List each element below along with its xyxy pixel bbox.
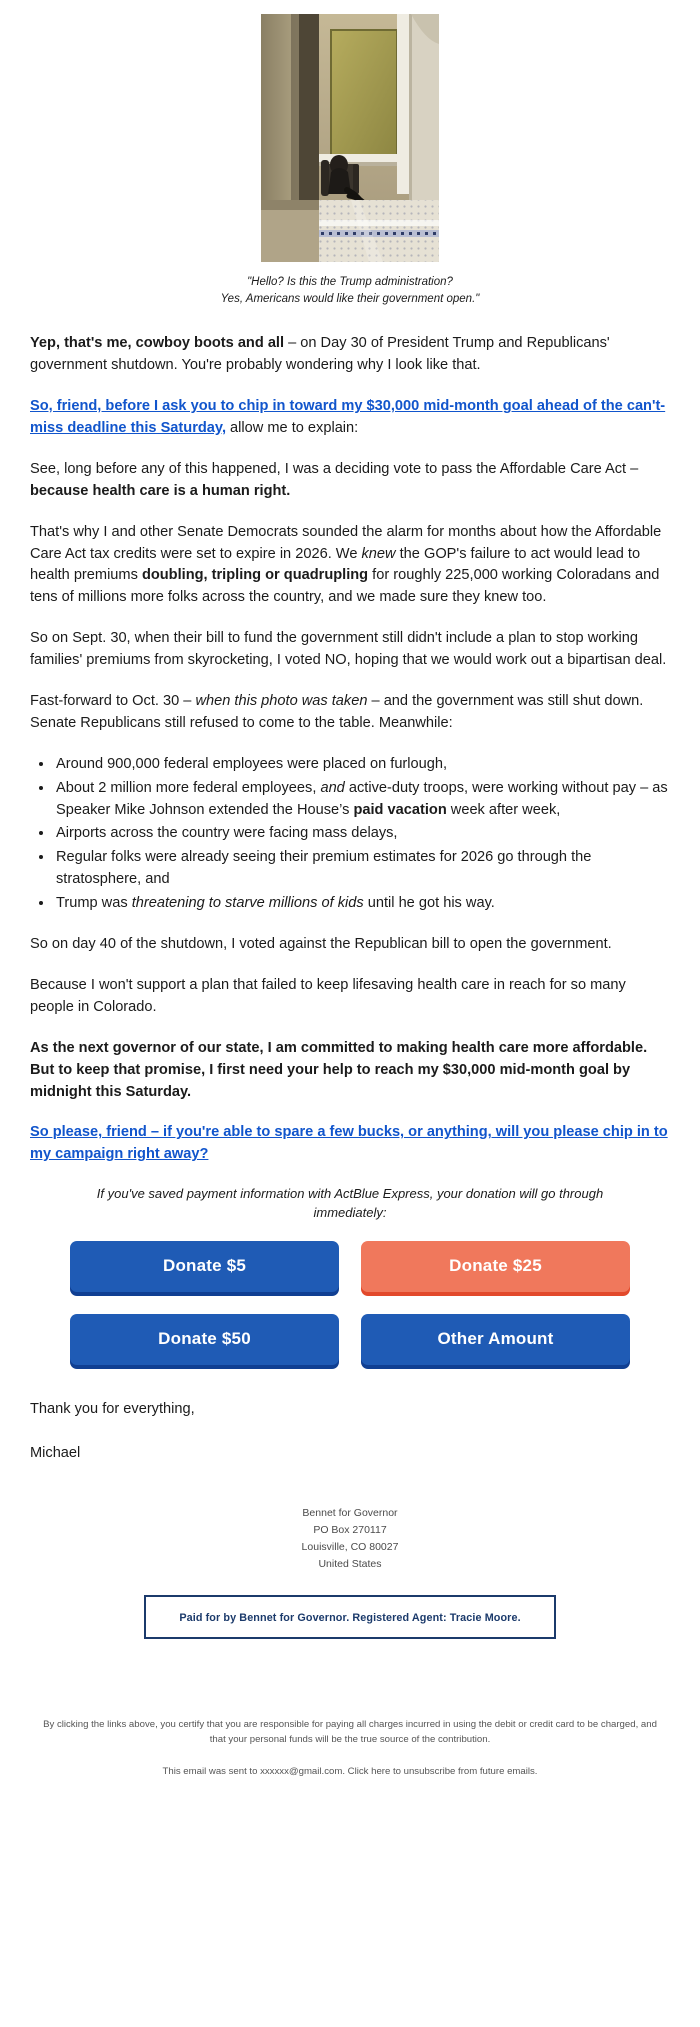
paid-for-text: Paid for by Bennet for Governor. Registered Agent: Tracie Moore. [179,1611,521,1624]
signoff-section [0,1399,700,1465]
donate-button-donate-5[interactable]: Donate $5 [70,1241,339,1292]
paragraph-aca-vote [30,459,670,503]
paragraph-ask-link [30,396,670,440]
chip-in-goal-link[interactable]: So, friend, before I ask you to chip in toward my $30,000 mid-month goal ahead of the can't-miss deadline this Saturday, [30,398,666,437]
chip-in-now-link[interactable]: So please, friend – if you're able to spare a few bucks, or anything, will you please chip in to my campaign right away? [30,1124,668,1163]
fine-print [35,1717,665,1780]
shutdown-impacts-list [30,754,670,915]
intro-rest: – on Day 30 of President Trump and Republicans' government shutdown. You're probably wondering why I look like that. [30,335,610,374]
capitol-hallway-photo [261,14,439,262]
address-line: Bennet for Governor [302,1506,398,1519]
aca-lead: See, long before any of this happened, I was a deciding vote to pass the Affordable Care Act – [30,460,639,477]
list-item [54,754,670,776]
fine-print-charges: By clicking the links above, you certify that you are responsible for paying all charges incurred in using the debit or credit card to be charged, and that your personal funds will be the true source of the contribution. [43,1718,657,1746]
paragraph-sept-30-vote: So on Sept. 30, when their bill to fund the government still didn't include a plan to stop working families' premiums from skyrocketing, I voted NO, hoping that we would work out a bipartisan deal. [30,630,667,669]
paragraph-intro [30,333,670,377]
donate-button-donate-25[interactable]: Donate $25 [361,1241,630,1292]
tax-credits-a: That's why I and other Senate Democrats sounded the alarm for months about how the Affordable Care Act tax credits were set to expire in 2026. We [30,523,662,562]
paragraph-oct-30 [30,691,670,735]
list-item-text: paid vacation [353,801,447,818]
oct-30-a: Fast-forward to Oct. 30 – [30,693,196,710]
list-item-text: until he got his way. [363,895,495,912]
intro-bold-lead: Yep, that's me, cowboy boots and all [30,335,285,352]
fine-print-unsubscribe[interactable]: This email was sent to xxxxxx@gmail.com. Click here to unsubscribe from future emails. [162,1765,538,1777]
list-item-text: and [320,779,345,796]
committee-address [0,1505,700,1573]
list-item-text: Regular folks were already seeing their premium estimates for 2026 go through the stratosphere, and [56,849,592,888]
list-item [54,847,670,891]
photo-illustration [261,14,439,262]
photo-caption [140,274,560,307]
list-item [54,893,670,915]
paid-for-disclaimer-box [144,1595,556,1639]
paragraph-final-ask [30,1122,670,1166]
photo-caption-line-2: Yes, Americans would like their government open." [220,292,480,305]
actblue-express-note: If you've saved payment information with ActBlue Express, your donation will go through immediately: [96,1186,604,1221]
list-item-text: active-duty troops, were working without pay – as Speaker Mike Johnson extended the House’s [56,779,668,818]
signoff-thanks: Thank you for everything, [30,1400,195,1417]
governor-pledge-bold: As the next governor of our state, I am committed to making health care more affordable. But to keep that promise, I first need your help to reach my $30,000 mid-month goal by midnight this Saturday. [30,1039,648,1100]
address-line: Louisville, CO 80027 [301,1540,399,1553]
list-item [54,823,670,845]
list-item-text: week after week, [446,801,561,818]
paragraph-day-40: So on day 40 of the shutdown, I voted against the Republican bill to open the government. [30,936,612,953]
ask-link-tail: allow me to explain: [226,420,359,437]
hero-photo-section [0,0,700,307]
oct-30-b: – and the government was still shut down. Senate Republicans still refused to come to the table. Meanwhile: [30,693,644,731]
tax-credits-b: the GOP's failure to act would lead to health premiums [30,545,641,584]
tax-credits-knew: knew [361,545,396,562]
paragraph-governor-pledge [30,1038,670,1104]
list-item-text: Trump was [56,895,132,912]
letter-content [0,333,700,1166]
donate-button-donate-50[interactable]: Donate $50 [70,1314,339,1365]
tax-credits-bold: doubling, tripling or quadrupling [141,567,369,584]
oct-30-italic: when this photo was taken [195,693,368,710]
list-item-text: About 2 million more federal employees, [56,779,321,796]
list-item-text: threatening to starve millions of kids [131,895,364,912]
address-line: PO Box 270117 [313,1523,387,1536]
address-line: United States [318,1557,382,1570]
email-footer [0,1505,700,1860]
donate-button-grid [70,1241,630,1365]
photo-caption-line-1: "Hello? Is this the Trump administration? [247,276,453,288]
signoff-name: Michael [30,1444,81,1461]
paragraph-no-support: Because I won't support a plan that failed to keep lifesaving health care in reach for so many people in Colorado. [30,976,626,1015]
footer-spacer [0,1779,700,1859]
tax-credits-c: for roughly 225,000 working Coloradans and tens of millions more folks across the country, and we made sure they knew too. [30,567,660,606]
aca-bold: because health care is a human right. [30,482,291,499]
donate-button-other-amount[interactable]: Other Amount [361,1314,630,1365]
list-item-text: Around 900,000 federal employees were placed on furlough, [56,755,448,772]
list-item [54,778,670,822]
list-item-text: Airports across the country were facing mass delays, [56,825,398,842]
paragraph-tax-credits [30,522,670,610]
